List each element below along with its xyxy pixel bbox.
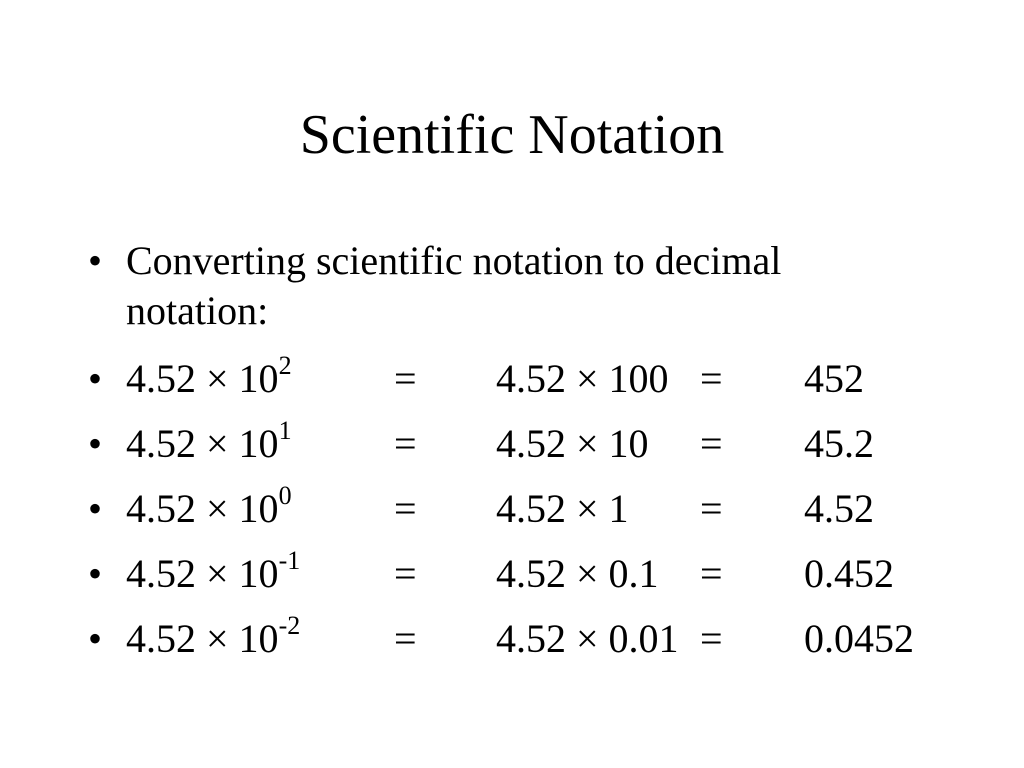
equals-sign: = xyxy=(394,616,417,661)
expanded-product: 4.52 × 1 xyxy=(496,486,629,531)
equals-sign: = xyxy=(700,551,723,596)
equals-sign: = xyxy=(394,486,417,531)
decimal-result: 45.2 xyxy=(804,421,874,466)
bullet-icon: • xyxy=(88,551,103,596)
expanded-product: 4.52 × 10 xyxy=(496,421,649,466)
expression-base: 4.52 × 10 xyxy=(126,486,279,531)
bullet-icon: • xyxy=(88,356,103,401)
slide-title: Scientific Notation xyxy=(299,104,725,166)
expression xyxy=(126,545,301,599)
expression xyxy=(126,415,292,469)
expression xyxy=(126,610,301,664)
bullet-icon: • xyxy=(88,238,103,283)
exponent: 0 xyxy=(278,480,292,510)
expression-base: 4.52 × 10 xyxy=(126,421,279,466)
equals-sign: = xyxy=(700,421,723,466)
decimal-result: 0.452 xyxy=(804,551,894,596)
expanded-product: 4.52 × 0.01 xyxy=(496,616,679,661)
intro-text: Converting scientific notation to decimal notation: xyxy=(126,238,782,333)
bullet-icon: • xyxy=(88,486,103,531)
exponent: 1 xyxy=(278,415,292,445)
equals-sign: = xyxy=(394,551,417,596)
bullet-icon: • xyxy=(88,421,103,466)
decimal-result: 4.52 xyxy=(804,486,874,531)
expanded-product: 4.52 × 0.1 xyxy=(496,551,659,596)
exponent: -2 xyxy=(278,610,301,640)
equals-sign: = xyxy=(700,616,723,661)
expression xyxy=(126,480,292,534)
bullet-icon: • xyxy=(88,616,103,661)
decimal-result: 452 xyxy=(804,356,864,401)
equals-sign: = xyxy=(700,486,723,531)
equals-sign: = xyxy=(394,356,417,401)
expression-base: 4.52 × 10 xyxy=(126,356,279,401)
exponent: 2 xyxy=(278,350,292,380)
expanded-product: 4.52 × 100 xyxy=(496,356,669,401)
decimal-result: 0.0452 xyxy=(804,616,914,661)
expression-base: 4.52 × 10 xyxy=(126,551,279,596)
expression xyxy=(126,350,292,404)
exponent: -1 xyxy=(278,545,301,575)
equals-sign: = xyxy=(394,421,417,466)
equals-sign: = xyxy=(700,356,723,401)
expression-base: 4.52 × 10 xyxy=(126,616,279,661)
